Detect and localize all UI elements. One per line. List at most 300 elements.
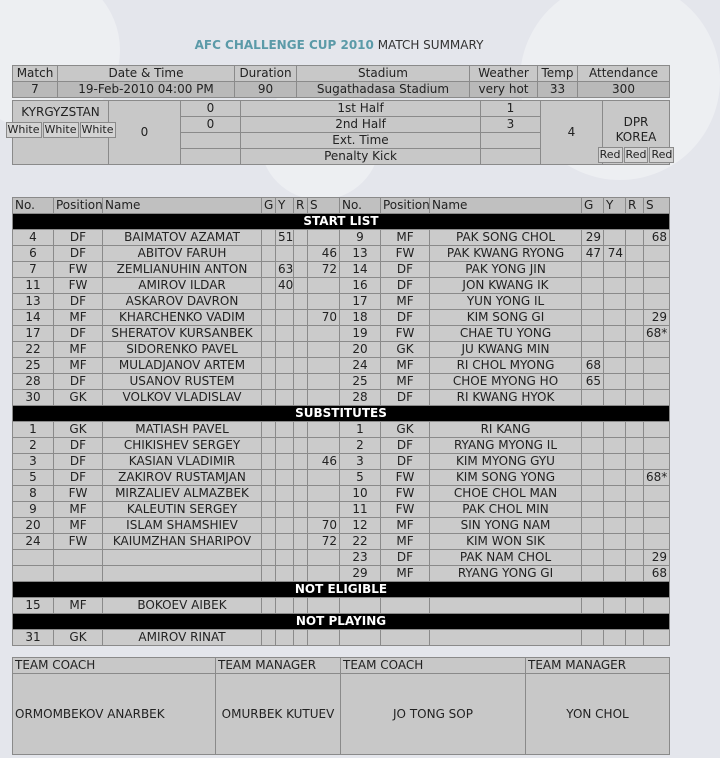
away-player-position: MF (381, 374, 430, 390)
away-player-sub (644, 534, 670, 550)
table-row (13, 230, 670, 246)
away-player-goal (582, 470, 604, 486)
home-player-goal (262, 486, 276, 502)
table-row (13, 534, 670, 550)
away-player-sub (644, 486, 670, 502)
away-player-red (626, 246, 644, 262)
home-player-goal (262, 598, 276, 614)
home-player-red (294, 598, 308, 614)
home-player-name: VOLKOV VLADISLAV (103, 390, 262, 406)
home-player-goal (262, 422, 276, 438)
info-header: Stadium (297, 66, 470, 82)
away-player-name: CHOE CHOL MAN (430, 486, 582, 502)
away-player-red (626, 502, 644, 518)
home-player-number: 9 (13, 502, 54, 518)
table-row (13, 454, 670, 470)
away-player-position: DF (381, 454, 430, 470)
away-player-name (430, 598, 582, 614)
away-player-sub (644, 598, 670, 614)
roster-header-name: Name (430, 198, 582, 214)
away-player-yellow (604, 294, 626, 310)
home-team-name: KYRGYZSTAN (21, 105, 100, 119)
away-player-red (626, 358, 644, 374)
home-player-goal (262, 566, 276, 582)
away-player-name: PAK YONG JIN (430, 262, 582, 278)
away-player-name: PAK KWANG RYONG (430, 246, 582, 262)
away-player-number: 29 (340, 566, 381, 582)
home-team-cell (7, 101, 114, 165)
away-player-goal (582, 326, 604, 342)
home-player-red (294, 278, 308, 294)
away-player-name: CHOE MYONG HO (430, 374, 582, 390)
home-player-position: DF (54, 374, 103, 390)
away-player-sub (644, 630, 670, 646)
home-player-sub (308, 278, 340, 294)
match-stadium: Sugathadasa Stadium (297, 82, 470, 98)
home-player-sub (308, 294, 340, 310)
table-row (13, 326, 670, 342)
away-player-yellow (604, 550, 626, 566)
away-player-number: 19 (340, 326, 381, 342)
away-player-goal (582, 550, 604, 566)
away-player-name: CHAE TU YONG (430, 326, 582, 342)
away-player-goal: 68 (582, 358, 604, 374)
home-player-red (294, 454, 308, 470)
away-coach-label: TEAM COACH (341, 658, 526, 674)
home-player-position: FW (54, 534, 103, 550)
away-player-name: KIM SONG GI (430, 310, 582, 326)
home-player-sub (308, 566, 340, 582)
home-player-number: 11 (13, 278, 54, 294)
home-shirt-color: White (7, 123, 40, 136)
home-player-number: 31 (13, 630, 54, 646)
home-player-goal (262, 502, 276, 518)
away-player-red (626, 294, 644, 310)
away-player-goal: 29 (582, 230, 604, 246)
away-player-position: DF (381, 310, 430, 326)
home-player-goal (262, 262, 276, 278)
away-player-number: 28 (340, 390, 381, 406)
away-player-goal (582, 518, 604, 534)
home-player-number: 14 (13, 310, 54, 326)
home-player-number: 22 (13, 342, 54, 358)
home-player-position: MF (54, 358, 103, 374)
away-player-yellow (604, 422, 626, 438)
home-player-yellow (276, 534, 294, 550)
away-player-red (626, 470, 644, 486)
away-player-position: MF (381, 358, 430, 374)
home-player-goal (262, 230, 276, 246)
away-player-goal (582, 342, 604, 358)
table-row (13, 566, 670, 582)
away-player-sub: 68* (644, 470, 670, 486)
home-player-sub (308, 390, 340, 406)
away-player-position: MF (381, 230, 430, 246)
away-player-sub: 29 (644, 550, 670, 566)
away-player-red (626, 630, 644, 646)
away-player-position: MF (381, 566, 430, 582)
home-player-yellow (276, 518, 294, 534)
section-title: NOT PLAYING (13, 614, 670, 630)
away-player-goal (582, 454, 604, 470)
home-player-goal (262, 390, 276, 406)
home-player-name: MATIASH PAVEL (103, 422, 262, 438)
home-player-name: ASKAROV DAVRON (103, 294, 262, 310)
home-player-number: 13 (13, 294, 54, 310)
home-player-red (294, 566, 308, 582)
away-player-sub (644, 294, 670, 310)
home-player-sub: 70 (308, 518, 340, 534)
home-player-goal (262, 246, 276, 262)
home-player-sub (308, 486, 340, 502)
away-player-sub (644, 502, 670, 518)
away-socks-color: Red (651, 148, 673, 161)
away-player-number: 5 (340, 470, 381, 486)
home-player-goal (262, 358, 276, 374)
home-player-sub (308, 230, 340, 246)
away-player-sub (644, 518, 670, 534)
home-player-goal (262, 630, 276, 646)
table-row (13, 550, 670, 566)
home-player-yellow (276, 598, 294, 614)
home-player-sub (308, 342, 340, 358)
home-player-sub (308, 358, 340, 374)
away-player-yellow (604, 598, 626, 614)
home-player-number (13, 550, 54, 566)
home-player-name: KAIUMZHAN SHARIPOV (103, 534, 262, 550)
roster-header-sub: S (308, 198, 340, 214)
away-player-name: RYANG YONG GI (430, 566, 582, 582)
home-player-position: DF (54, 470, 103, 486)
home-player-yellow (276, 486, 294, 502)
table-row (13, 374, 670, 390)
home-player-position: FW (54, 262, 103, 278)
away-player-number: 16 (340, 278, 381, 294)
home-player-red (294, 230, 308, 246)
away-player-sub (644, 390, 670, 406)
away-player-position: DF (381, 278, 430, 294)
home-coach-label: TEAM COACH (13, 658, 216, 674)
table-row (13, 278, 670, 294)
home-player-number: 25 (13, 358, 54, 374)
home-player-yellow (276, 438, 294, 454)
away-player-goal (582, 486, 604, 502)
home-player-position: DF (54, 230, 103, 246)
home-player-name: KALEUTIN SERGEY (103, 502, 262, 518)
away-player-goal (582, 502, 604, 518)
away-player-number: 1 (340, 422, 381, 438)
home-player-position: MF (54, 502, 103, 518)
away-player-name (430, 630, 582, 646)
table-row (13, 390, 670, 406)
away-player-red (626, 422, 644, 438)
home-player-name: ABITOV FARUH (103, 246, 262, 262)
home-player-number: 15 (13, 598, 54, 614)
home-player-red (294, 630, 308, 646)
roster-header-yellow: Y (276, 198, 294, 214)
away-player-yellow (604, 454, 626, 470)
section-title: SUBSTITUTES (13, 406, 670, 422)
away-player-goal: 47 (582, 246, 604, 262)
home-player-number: 24 (13, 534, 54, 550)
home-player-name: USANOV RUSTEM (103, 374, 262, 390)
table-row (13, 486, 670, 502)
home-player-position: MF (54, 342, 103, 358)
home-player-goal (262, 454, 276, 470)
away-player-yellow (604, 374, 626, 390)
match-number: 7 (13, 82, 58, 98)
home-player-red (294, 262, 308, 278)
home-player-number (13, 566, 54, 582)
away-player-yellow (604, 278, 626, 294)
home-player-yellow (276, 374, 294, 390)
home-player-sub: 46 (308, 454, 340, 470)
roster-header-goal: G (582, 198, 604, 214)
away-player-goal (582, 390, 604, 406)
home-player-number: 30 (13, 390, 54, 406)
info-header: Duration (235, 66, 297, 82)
away-player-yellow (604, 342, 626, 358)
home-player-name: BOKOEV AIBEK (103, 598, 262, 614)
away-player-yellow (604, 470, 626, 486)
away-player-red (626, 262, 644, 278)
away-player-name: SIN YONG NAM (430, 518, 582, 534)
info-header: Attendance (578, 66, 670, 82)
period-label: 2nd Half (241, 117, 481, 133)
home-player-name: MULADJANOV ARTEM (103, 358, 262, 374)
table-row (13, 518, 670, 534)
home-player-sub: 46 (308, 246, 340, 262)
away-player-name: RI KWANG HYOK (430, 390, 582, 406)
home-player-yellow (276, 310, 294, 326)
home-player-name: BAIMATOV AZAMAT (103, 230, 262, 246)
home-player-sub (308, 502, 340, 518)
home-player-position: FW (54, 486, 103, 502)
home-player-name: ZAKIROV RUSTAMJAN (103, 470, 262, 486)
away-player-number: 25 (340, 374, 381, 390)
home-player-red (294, 326, 308, 342)
roster-header-goal: G (262, 198, 276, 214)
home-player-sub (308, 630, 340, 646)
away-player-goal (582, 566, 604, 582)
away-player-number: 2 (340, 438, 381, 454)
home-player-name (103, 550, 262, 566)
table-row (13, 422, 670, 438)
away-player-red (626, 326, 644, 342)
away-team-cell (599, 101, 673, 165)
away-player-number: 14 (340, 262, 381, 278)
away-period-score (481, 133, 541, 149)
home-player-goal (262, 534, 276, 550)
away-player-sub (644, 246, 670, 262)
home-player-yellow (276, 630, 294, 646)
away-player-position: DF (381, 262, 430, 278)
away-player-name: KIM SONG YONG (430, 470, 582, 486)
away-player-position: DF (381, 438, 430, 454)
home-player-red (294, 438, 308, 454)
away-player-goal (582, 310, 604, 326)
roster-header-row (13, 198, 670, 214)
home-player-name: CHIKISHEV SERGEY (103, 438, 262, 454)
away-player-yellow (604, 518, 626, 534)
away-player-name: RI CHOL MYONG (430, 358, 582, 374)
roster-header-sub: S (644, 198, 670, 214)
home-player-goal (262, 278, 276, 294)
home-player-red (294, 342, 308, 358)
home-player-yellow: 63 (276, 262, 294, 278)
home-player-red (294, 390, 308, 406)
home-player-position: DF (54, 294, 103, 310)
away-player-sub: 29 (644, 310, 670, 326)
home-player-position: GK (54, 630, 103, 646)
home-period-score (181, 133, 241, 149)
home-player-number: 3 (13, 454, 54, 470)
table-row (13, 470, 670, 486)
home-player-goal (262, 470, 276, 486)
match-attendance: 300 (578, 82, 670, 98)
title-rest: MATCH SUMMARY (377, 38, 484, 52)
away-total-score: 4 (541, 101, 603, 165)
away-player-goal (582, 598, 604, 614)
away-player-number: 20 (340, 342, 381, 358)
table-row (13, 630, 670, 646)
away-player-number: 23 (340, 550, 381, 566)
home-player-goal (262, 438, 276, 454)
home-player-red (294, 422, 308, 438)
away-player-name: YUN YONG IL (430, 294, 582, 310)
away-player-number: 24 (340, 358, 381, 374)
period-label: 1st Half (241, 101, 481, 117)
home-player-position (54, 566, 103, 582)
home-player-number: 17 (13, 326, 54, 342)
home-player-number: 7 (13, 262, 54, 278)
away-player-goal (582, 278, 604, 294)
home-player-yellow: 51 (276, 230, 294, 246)
home-player-sub (308, 470, 340, 486)
away-player-yellow (604, 534, 626, 550)
home-player-goal (262, 326, 276, 342)
info-header: Weather (470, 66, 538, 82)
away-player-red (626, 342, 644, 358)
home-period-score: 0 (181, 101, 241, 117)
away-shirt-color: Red (599, 148, 621, 161)
home-player-position: MF (54, 518, 103, 534)
away-player-yellow (604, 230, 626, 246)
away-player-red (626, 390, 644, 406)
home-player-number: 1 (13, 422, 54, 438)
home-player-position: DF (54, 246, 103, 262)
home-player-name: ISLAM SHAMSHIEV (103, 518, 262, 534)
away-player-position: MF (381, 534, 430, 550)
home-player-goal (262, 342, 276, 358)
table-row (13, 502, 670, 518)
away-player-sub (644, 342, 670, 358)
home-player-yellow (276, 326, 294, 342)
away-player-position: GK (381, 422, 430, 438)
home-player-position: MF (54, 310, 103, 326)
away-player-position (381, 598, 430, 614)
away-player-sub (644, 438, 670, 454)
home-player-red (294, 374, 308, 390)
away-player-yellow (604, 486, 626, 502)
home-player-name: MIRZALIEV ALMAZBEK (103, 486, 262, 502)
home-player-yellow (276, 294, 294, 310)
away-player-name: PAK SONG CHOL (430, 230, 582, 246)
home-player-number: 28 (13, 374, 54, 390)
home-player-name: KHARCHENKO VADIM (103, 310, 262, 326)
home-manager-label: TEAM MANAGER (216, 658, 341, 674)
title-accent: AFC CHALLENGE CUP 2010 (194, 38, 374, 52)
home-player-yellow (276, 470, 294, 486)
roster-table (12, 197, 670, 646)
away-player-yellow (604, 566, 626, 582)
away-player-sub: 68 (644, 230, 670, 246)
away-player-number: 18 (340, 310, 381, 326)
home-player-name: KASIAN VLADIMIR (103, 454, 262, 470)
home-player-red (294, 246, 308, 262)
home-player-red (294, 470, 308, 486)
roster-header-red: R (626, 198, 644, 214)
match-datetime: 19-Feb-2010 04:00 PM (58, 82, 235, 98)
info-header: Date & Time (58, 66, 235, 82)
away-player-goal: 65 (582, 374, 604, 390)
away-player-number: 10 (340, 486, 381, 502)
info-header: Temp (538, 66, 578, 82)
info-header: Match (13, 66, 58, 82)
away-player-goal (582, 438, 604, 454)
home-player-yellow (276, 550, 294, 566)
away-player-position: FW (381, 502, 430, 518)
away-player-name: PAK CHOL MIN (430, 502, 582, 518)
section-title: NOT ELIGIBLE (13, 582, 670, 598)
away-player-sub (644, 358, 670, 374)
table-row (13, 310, 670, 326)
away-coach-name: JO TONG SOP (341, 674, 526, 755)
home-player-red (294, 486, 308, 502)
away-player-name: PAK NAM CHOL (430, 550, 582, 566)
home-player-red (294, 550, 308, 566)
away-player-red (626, 598, 644, 614)
home-player-goal (262, 374, 276, 390)
away-player-name: KIM MYONG GYU (430, 454, 582, 470)
home-period-score (181, 149, 241, 165)
match-weather: very hot (470, 82, 538, 98)
home-player-goal (262, 518, 276, 534)
table-row (13, 342, 670, 358)
staff-table (12, 657, 670, 755)
home-player-goal (262, 550, 276, 566)
away-team-name: DPR KOREA (615, 115, 657, 144)
home-player-sub (308, 598, 340, 614)
away-player-position: FW (381, 326, 430, 342)
score-table (7, 100, 673, 165)
away-player-sub (644, 454, 670, 470)
away-player-yellow (604, 358, 626, 374)
away-player-name: RI KANG (430, 422, 582, 438)
home-total-score: 0 (109, 101, 181, 165)
away-player-position: GK (381, 342, 430, 358)
away-player-red (626, 438, 644, 454)
match-temp: 33 (538, 82, 578, 98)
home-player-position: GK (54, 422, 103, 438)
home-player-red (294, 294, 308, 310)
home-player-yellow (276, 246, 294, 262)
home-player-sub: 72 (308, 534, 340, 550)
home-player-position: GK (54, 390, 103, 406)
away-player-position: MF (381, 518, 430, 534)
home-player-position: FW (54, 278, 103, 294)
away-player-red (626, 230, 644, 246)
